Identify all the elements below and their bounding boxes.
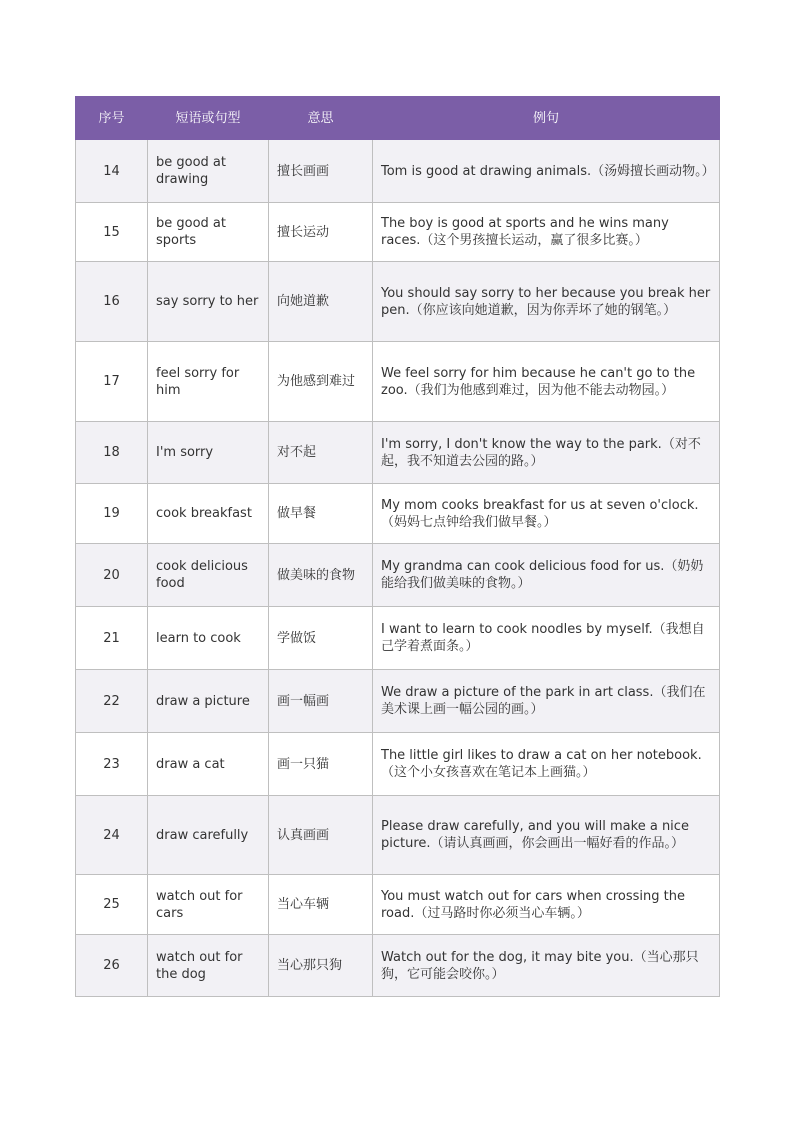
row-phrase: learn to cook [148,607,269,670]
table-row [76,935,720,997]
row-meaning: 画一只猫 [269,733,373,796]
row-number: 20 [76,544,148,607]
table-row [76,733,720,796]
header-phrase: 短语或句型 [148,97,269,140]
row-phrase: be good at drawing [148,140,269,203]
row-phrase: be good at sports [148,203,269,262]
row-meaning: 做早餐 [269,484,373,544]
row-phrase: feel sorry for him [148,342,269,422]
row-phrase: draw a picture [148,670,269,733]
row-example: Tom is good at drawing animals.（汤姆擅长画动物。） [373,140,720,203]
row-number: 17 [76,342,148,422]
row-phrase: draw a cat [148,733,269,796]
row-example: You must watch out for cars when crossing the road.（过马路时你必须当心车辆。） [373,875,720,935]
table-row [76,544,720,607]
table-header-row [76,97,720,140]
table-row [76,262,720,342]
row-example: I'm sorry, I don't know the way to the park.（对不起，我不知道去公园的路。） [373,422,720,484]
row-number: 25 [76,875,148,935]
row-number: 19 [76,484,148,544]
row-example: I want to learn to cook noodles by myself.（我想自己学着煮面条。） [373,607,720,670]
row-number: 23 [76,733,148,796]
row-number: 22 [76,670,148,733]
row-example: We feel sorry for him because he can't go to the zoo.（我们为他感到难过，因为他不能去动物园。） [373,342,720,422]
header-number: 序号 [76,97,148,140]
row-example: The little girl likes to draw a cat on her notebook.（这个小女孩喜欢在笔记本上画猫。） [373,733,720,796]
table-row [76,796,720,875]
table-row [76,140,720,203]
row-meaning: 擅长画画 [269,140,373,203]
table-row [76,342,720,422]
table-row [76,203,720,262]
table-row [76,670,720,733]
row-phrase: watch out for cars [148,875,269,935]
row-number: 21 [76,607,148,670]
row-meaning: 对不起 [269,422,373,484]
header-meaning: 意思 [269,97,373,140]
header-example: 例句 [373,97,720,140]
row-number: 18 [76,422,148,484]
row-meaning: 向她道歉 [269,262,373,342]
row-phrase: cook delicious food [148,544,269,607]
row-meaning: 当心那只狗 [269,935,373,997]
table-row [76,422,720,484]
row-example: The boy is good at sports and he wins many races.（这个男孩擅长运动，赢了很多比赛。） [373,203,720,262]
table-row [76,607,720,670]
row-number: 16 [76,262,148,342]
row-meaning: 学做饭 [269,607,373,670]
row-phrase: say sorry to her [148,262,269,342]
row-number: 26 [76,935,148,997]
row-phrase: watch out for the dog [148,935,269,997]
row-meaning: 做美味的食物 [269,544,373,607]
row-example: My mom cooks breakfast for us at seven o'clock.（妈妈七点钟给我们做早餐。） [373,484,720,544]
row-number: 14 [76,140,148,203]
vocabulary-table [75,96,720,997]
row-phrase: cook breakfast [148,484,269,544]
row-phrase: I'm sorry [148,422,269,484]
row-meaning: 擅长运动 [269,203,373,262]
row-example: My grandma can cook delicious food for us.（奶奶能给我们做美味的食物。） [373,544,720,607]
row-example: We draw a picture of the park in art class.（我们在美术课上画一幅公园的画。） [373,670,720,733]
row-meaning: 画一幅画 [269,670,373,733]
table-row [76,484,720,544]
row-meaning: 认真画画 [269,796,373,875]
row-example: Please draw carefully, and you will make a nice picture.（请认真画画，你会画出一幅好看的作品。） [373,796,720,875]
table-row [76,875,720,935]
row-meaning: 为他感到难过 [269,342,373,422]
row-number: 15 [76,203,148,262]
row-meaning: 当心车辆 [269,875,373,935]
row-example: You should say sorry to her because you break her pen.（你应该向她道歉，因为你弄坏了她的钢笔。） [373,262,720,342]
row-example: Watch out for the dog, it may bite you.（当心那只狗，它可能会咬你。） [373,935,720,997]
row-phrase: draw carefully [148,796,269,875]
row-number: 24 [76,796,148,875]
